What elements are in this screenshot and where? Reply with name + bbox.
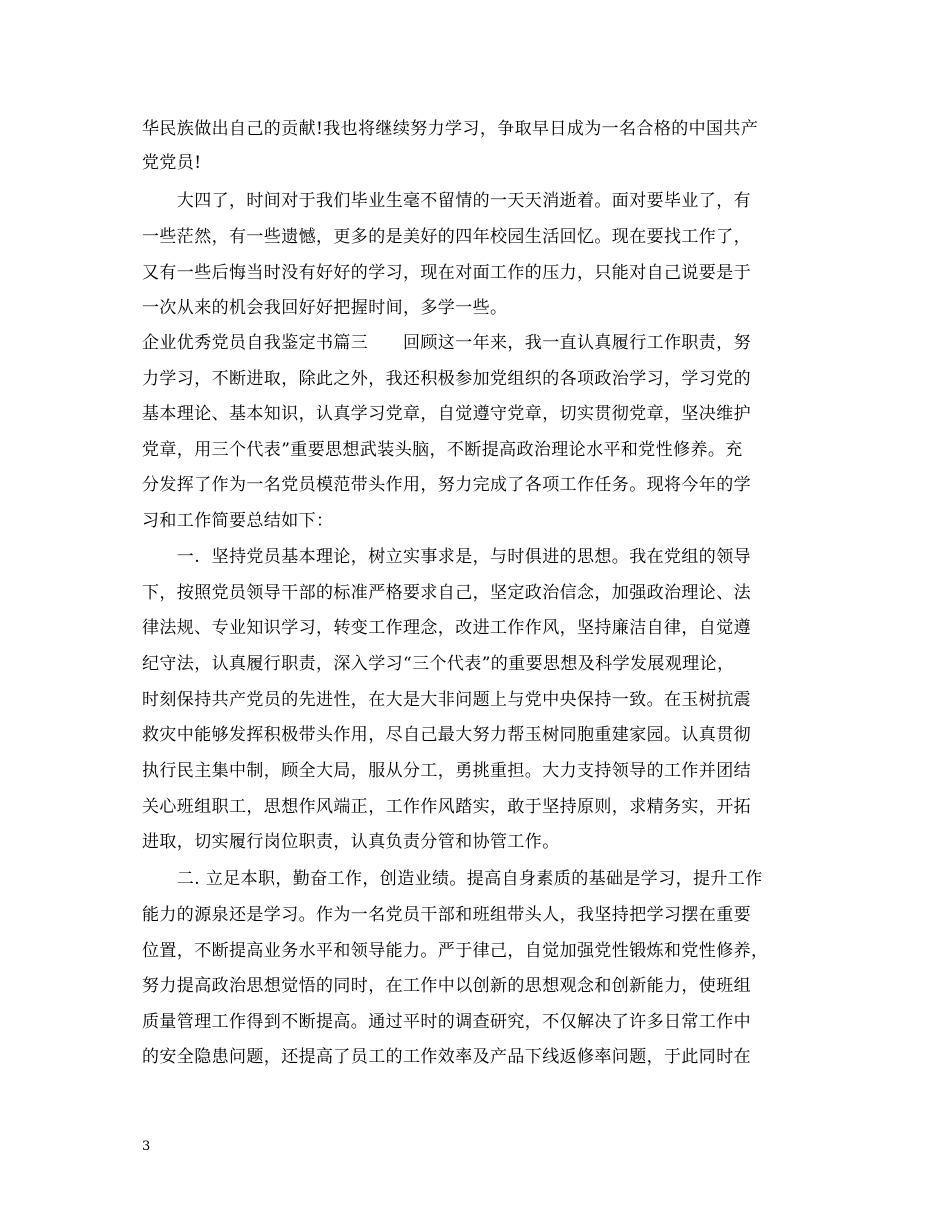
text-line: 又有一些后悔当时没有好好的学习，现在对面工作的压力，只能对自己说要是于 [142, 263, 751, 283]
text-line: 能力的源泉还是学习。作为一名党员干部和班组带头人，我坚持把学习摆在重要 [142, 905, 751, 925]
text-line: 下，按照党员领导干部的标准严格要求自己，坚定政治信念，加强政治理论、法 [142, 583, 751, 603]
text-line: 努力提高政治思想觉悟的同时，在工作中以创新的思想观念和创新能力，使班组 [142, 976, 751, 996]
text-line: 基本理论、基本知识，认真学习党章，自觉遵守党章，切实贯彻党章，坚决维护 [142, 404, 751, 424]
text-line: 关心班组职工，思想作风端正，工作作风踏实，敢于坚持原则，求精务实，开拓 [142, 797, 751, 817]
text-line: 救灾中能够发挥积极带头作用，尽自己最大努力帮玉树同胞重建家园。认真贯彻 [142, 725, 751, 745]
text-line: 力学习，不断进取，除此之外，我还积极参加党组织的各项政治学习，学习党的 [142, 369, 751, 389]
text-line: 华民族做出自己的贡献!我也将继续努力学习，争取早日成为一名合格的中国共产 [142, 119, 759, 139]
text-line: 一些茫然，有一些遗憾，更多的是美好的四年校园生活回忆。现在要找工作了， [142, 227, 751, 247]
text-line: 习和工作简要总结如下： [142, 511, 334, 531]
text-line: 执行民主集中制，顾全大局，服从分工，勇挑重担。大力支持领导的工作并团结 [142, 761, 751, 781]
text-line: 纪守法，认真履行职责，深入学习“三个代表”的重要思想及科学发展观理论， [142, 654, 735, 674]
text-line: 的安全隐患问题，还提高了员工的工作效率及产品下线返修率问题，于此同时在 [142, 1047, 751, 1067]
text-line: 一次从来的机会我回好好把握时间，多学一些。 [142, 298, 508, 318]
text-line: 质量管理工作得到不断提高。通过平时的调查研究，不仅解决了许多日常工作中 [142, 1012, 751, 1032]
text-line: 党党员! [142, 153, 202, 173]
text-line: 企业优秀党员自我鉴定书篇三 回顾这一年来，我一直认真履行工作职责，努 [142, 333, 751, 353]
page-number: 3 [142, 1139, 151, 1154]
text-line: 分发挥了作为一名党员模范带头作用，努力完成了各项工作任务。现将今年的学 [142, 475, 751, 495]
text-line: 党章，用三个代表”重要思想武装头脑，不断提高政治理论水平和党性修养。充 [142, 440, 743, 460]
text-line: 大四了，时间对于我们毕业生毫不留情的一天天消逝着。面对要毕业了，有 [142, 191, 751, 211]
text-line: 位置，不断提高业务水平和领导能力。严于律己，自觉加强党性锻炼和党性修养， [142, 941, 769, 961]
text-line: 律法规、专业知识学习，转变工作理念，改进工作作风，坚持廉洁自律，自觉遵 [142, 618, 751, 638]
text-line: 时刻保持共产党员的先进性，在大是大非问题上与党中央保持一致。在玉树抗震 [142, 690, 751, 710]
text-line: 进取，切实履行岗位职责，认真负责分管和协管工作。 [142, 832, 560, 852]
text-line: 二. 立足本职，勤奋工作，创造业绩。提高自身素质的基础是学习，提升工作 [142, 869, 763, 889]
text-line: 一. 坚持党员基本理论，树立实事求是，与时俱进的思想。我在党组的领导 [142, 547, 752, 567]
